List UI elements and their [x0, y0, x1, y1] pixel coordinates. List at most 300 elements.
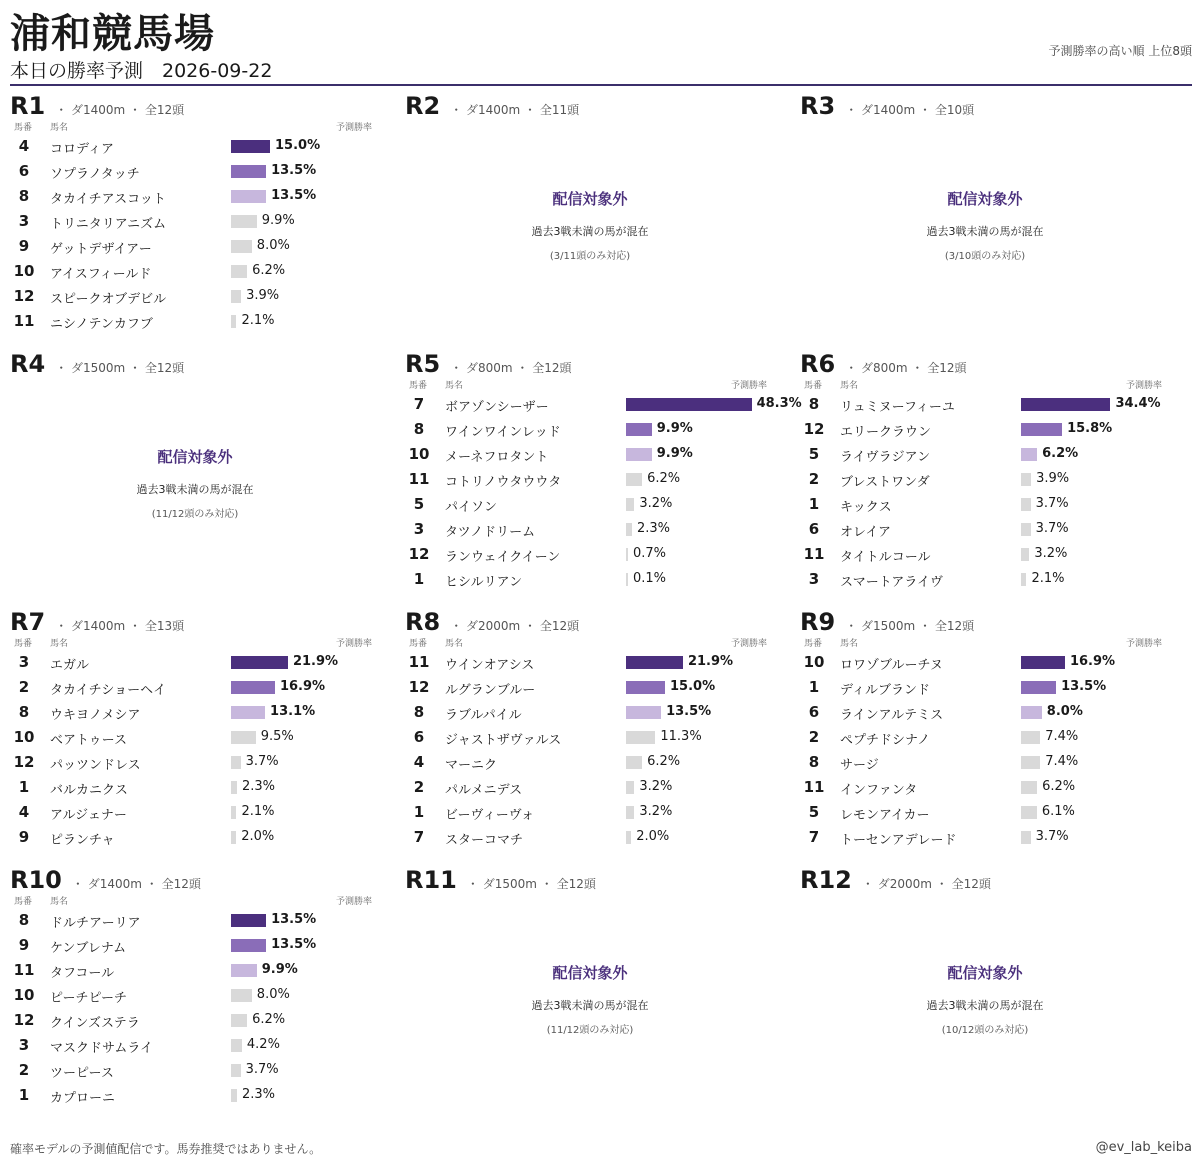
win-rate-bar	[1021, 681, 1056, 694]
horse-number: 11	[408, 470, 430, 488]
horse-number: 3	[18, 1036, 30, 1054]
col-header-name: 馬名	[840, 639, 859, 649]
account-handle: @ev_lab_keiba	[1095, 1140, 1192, 1155]
horse-row	[800, 567, 1180, 592]
race-meta: ・ ダ2000m ・ 全12頭	[450, 619, 580, 633]
col-header-rate: 予測勝率	[1126, 639, 1163, 649]
win-rate-bar	[1021, 806, 1037, 819]
horse-row	[10, 675, 390, 700]
race-panel-r12	[800, 866, 1180, 1116]
win-rate-bar	[231, 681, 275, 694]
win-rate-label: 3.2%	[1034, 546, 1068, 561]
horse-name: ロワゾブルーチヌ	[840, 658, 943, 673]
horse-row	[405, 650, 785, 675]
win-rate-label: 9.9%	[656, 421, 693, 436]
col-header-num: 馬番	[804, 639, 823, 649]
horse-number: 5	[808, 803, 820, 821]
race-meta: ・ ダ1500m ・ 全12頭	[466, 877, 596, 891]
coverage-note: (11/12頭のみ対応)	[151, 509, 239, 520]
win-rate-bar	[231, 215, 257, 228]
horse-number: 6	[808, 520, 820, 538]
horse-name: アイスフィールド	[50, 267, 152, 282]
win-rate-label: 3.2%	[639, 496, 673, 511]
win-rate-bar	[231, 939, 266, 952]
win-rate-label: 8.0%	[256, 987, 290, 1002]
col-header-name: 馬名	[50, 639, 69, 649]
horse-name: ドルチアーリア	[50, 916, 141, 931]
horse-row	[10, 983, 390, 1008]
horse-number: 8	[808, 753, 820, 771]
race-header	[10, 92, 184, 122]
win-rate-bar	[231, 290, 241, 303]
horse-name: オレイア	[840, 525, 891, 540]
win-rate-label: 11.3%	[660, 729, 702, 744]
horse-name: ラブルパイル	[445, 708, 522, 723]
race-panel-r6	[800, 350, 1180, 600]
horse-name: スマートアライヴ	[840, 575, 943, 590]
horse-row	[405, 567, 785, 592]
horse-number: 8	[18, 703, 30, 721]
race-number: R10	[10, 866, 62, 894]
horse-row	[800, 417, 1180, 442]
horse-row	[405, 825, 785, 850]
horse-row	[800, 650, 1180, 675]
win-rate-label: 9.5%	[260, 729, 294, 744]
win-rate-bar	[1021, 523, 1031, 536]
race-panel-r11	[405, 866, 785, 1116]
horse-row	[800, 442, 1180, 467]
win-rate-label: 2.3%	[636, 521, 670, 536]
horse-name: トリニタリアニズム	[50, 217, 167, 232]
horse-name: タカイチアスコット	[50, 192, 166, 207]
horse-number: 9	[18, 936, 30, 954]
horse-row	[10, 1058, 390, 1083]
excluded-reason: 過去3戦未満の馬が混在	[531, 999, 649, 1012]
win-rate-label: 6.2%	[1042, 446, 1079, 461]
horse-number: 7	[808, 828, 820, 846]
horse-number: 11	[13, 961, 35, 979]
horse-name: ルグランブルー	[445, 683, 536, 698]
race-number: R1	[10, 92, 46, 120]
horse-row	[800, 800, 1180, 825]
horse-row	[800, 750, 1180, 775]
race-panel-r3	[800, 92, 1180, 342]
win-rate-label: 6.2%	[252, 263, 286, 278]
venue-title: 浦和競馬場	[10, 11, 215, 57]
horse-row	[10, 259, 390, 284]
win-rate-bar	[1021, 706, 1042, 719]
col-header-rate: 予測勝率	[731, 639, 768, 649]
race-panel-r10	[10, 866, 390, 1116]
horse-row	[10, 1033, 390, 1058]
race-header	[405, 92, 579, 122]
win-rate-label: 13.5%	[271, 937, 317, 952]
horse-name: ケンブレナム	[50, 941, 127, 956]
horse-name: スピークオブデビル	[50, 292, 167, 307]
horse-row	[405, 417, 785, 442]
horse-name: ヒシルリアン	[445, 575, 523, 590]
win-rate-label: 48.3%	[756, 396, 802, 411]
horse-name: パイソン	[445, 500, 498, 515]
race-header	[800, 866, 991, 896]
horse-row	[405, 542, 785, 567]
win-rate-bar	[1021, 573, 1026, 586]
win-rate-label: 3.7%	[245, 754, 279, 769]
win-rate-label: 3.7%	[1035, 496, 1069, 511]
horse-number: 8	[18, 187, 30, 205]
horse-name: パルメニデス	[445, 783, 523, 798]
win-rate-label: 8.0%	[256, 238, 290, 253]
win-rate-label: 13.5%	[271, 163, 317, 178]
win-rate-label: 13.1%	[270, 704, 316, 719]
horse-name: ピランチャ	[50, 833, 115, 848]
race-panel-r7	[10, 608, 390, 858]
win-rate-bar	[626, 573, 628, 586]
horse-row	[405, 725, 785, 750]
horse-name: カプローニ	[50, 1091, 116, 1106]
horse-row	[405, 467, 785, 492]
horse-number: 2	[808, 728, 820, 746]
sort-note: 予測勝率の高い順 上位8頭	[1048, 44, 1192, 58]
race-header	[405, 866, 596, 896]
horse-row	[800, 467, 1180, 492]
win-rate-bar	[626, 498, 634, 511]
win-rate-label: 21.9%	[292, 654, 339, 669]
horse-number: 6	[413, 728, 425, 746]
horse-row	[10, 825, 390, 850]
race-number: R8	[405, 608, 441, 636]
race-number: R4	[10, 350, 46, 378]
horse-row	[10, 775, 390, 800]
win-rate-bar	[1021, 448, 1037, 461]
race-number: R2	[405, 92, 441, 120]
race-meta: ・ ダ800m ・ 全12頭	[450, 361, 572, 375]
horse-row	[405, 775, 785, 800]
horse-number: 11	[803, 778, 825, 796]
horse-number: 4	[18, 803, 30, 821]
win-rate-bar	[231, 240, 252, 253]
excluded-title: 配信対象外	[947, 190, 1023, 208]
win-rate-bar	[231, 731, 256, 744]
win-rate-bar	[231, 831, 236, 844]
win-rate-label: 21.9%	[687, 654, 734, 669]
horse-name: バルカニクス	[50, 783, 128, 798]
horse-number: 1	[18, 778, 30, 796]
race-header	[800, 608, 974, 638]
horse-row	[800, 825, 1180, 850]
col-header-num: 馬番	[804, 381, 823, 391]
win-rate-bar	[1021, 656, 1065, 669]
horse-name: ボアゾンシーザー	[445, 400, 549, 415]
win-rate-bar	[1021, 781, 1037, 794]
coverage-note: (10/12頭のみ対応)	[941, 1025, 1029, 1036]
horse-number: 10	[13, 728, 35, 746]
win-rate-label: 8.0%	[1046, 704, 1083, 719]
race-meta: ・ ダ2000m ・ 全12頭	[861, 877, 991, 891]
horse-number: 2	[18, 678, 30, 696]
horse-number: 7	[413, 828, 425, 846]
horse-row	[10, 234, 390, 259]
col-header-num: 馬番	[409, 639, 428, 649]
race-panel-r4	[10, 350, 390, 600]
horse-name: ライヴラジアン	[840, 450, 931, 465]
horse-row	[10, 958, 390, 983]
win-rate-bar	[231, 656, 288, 669]
race-number: R9	[800, 608, 836, 636]
win-rate-label: 2.1%	[1031, 571, 1065, 586]
win-rate-bar	[231, 1064, 241, 1077]
horse-number: 2	[808, 470, 820, 488]
excluded-reason: 過去3戦未満の馬が混在	[531, 225, 649, 238]
win-rate-label: 2.0%	[241, 829, 275, 844]
win-rate-label: 3.7%	[1035, 829, 1069, 844]
horse-name: マーニク	[445, 758, 498, 773]
win-rate-bar	[626, 448, 652, 461]
win-rate-bar	[626, 548, 628, 561]
win-rate-bar	[231, 1089, 237, 1102]
horse-row	[10, 700, 390, 725]
horse-name: キックス	[840, 500, 892, 515]
page-header	[10, 0, 1192, 86]
race-panel-r9	[800, 608, 1180, 858]
win-rate-bar	[626, 656, 683, 669]
win-rate-label: 15.0%	[670, 679, 716, 694]
win-rate-label: 3.2%	[639, 804, 673, 819]
win-rate-label: 16.9%	[279, 679, 326, 694]
win-rate-bar	[231, 140, 270, 153]
win-rate-label: 6.2%	[252, 1012, 286, 1027]
horse-row	[10, 134, 390, 159]
race-header	[405, 350, 572, 380]
horse-name: マスクドサムライ	[50, 1041, 153, 1056]
disclaimer: 確率モデルの予測値配信です。馬券推奨ではありません。	[10, 1142, 322, 1156]
horse-row	[10, 650, 390, 675]
excluded-reason: 過去3戦未満の馬が混在	[136, 483, 254, 496]
horse-number: 3	[808, 570, 820, 588]
excluded-title: 配信対象外	[552, 964, 628, 982]
horse-row	[10, 209, 390, 234]
horse-number: 5	[413, 495, 425, 513]
race-header	[10, 866, 201, 896]
horse-row	[800, 517, 1180, 542]
race-meta: ・ ダ1400m ・ 全10頭	[845, 103, 975, 117]
col-header-num: 馬番	[14, 639, 33, 649]
col-header-num: 馬番	[14, 897, 33, 907]
race-panel-r5	[405, 350, 802, 600]
horse-name: レモンアイカー	[840, 808, 930, 823]
horse-number: 4	[413, 753, 425, 771]
horse-number: 12	[408, 545, 430, 563]
win-rate-bar	[626, 781, 634, 794]
horse-name: タカイチショーヘイ	[50, 683, 167, 698]
win-rate-bar	[626, 706, 661, 719]
horse-name: ラインアルテミス	[840, 708, 944, 723]
horse-number: 12	[13, 1011, 35, 1029]
race-header	[10, 350, 184, 380]
horse-row	[405, 675, 785, 700]
horse-row	[10, 725, 390, 750]
horse-number: 1	[808, 678, 820, 696]
excluded-title: 配信対象外	[552, 190, 628, 208]
horse-row	[10, 284, 390, 309]
race-number: R6	[800, 350, 836, 378]
horse-name: トーセンアデレード	[840, 833, 957, 848]
race-number: R3	[800, 92, 836, 120]
horse-row	[800, 775, 1180, 800]
win-rate-bar	[626, 806, 634, 819]
win-rate-label: 6.2%	[1042, 779, 1076, 794]
horse-number: 10	[408, 445, 430, 463]
col-header-num: 馬番	[14, 123, 33, 133]
horse-number: 10	[803, 653, 825, 671]
horse-name: ジャストザヴァルス	[445, 733, 562, 748]
horse-row	[405, 392, 802, 417]
horse-name: ビーヴィーヴォ	[445, 808, 535, 823]
horse-name: ペプチドシナノ	[840, 733, 931, 748]
horse-row	[800, 492, 1180, 517]
win-rate-label: 7.4%	[1045, 754, 1079, 769]
horse-number: 6	[808, 703, 820, 721]
win-rate-label: 0.1%	[633, 571, 667, 586]
horse-number: 8	[18, 911, 30, 929]
horse-name: コトリノウタウウタ	[445, 475, 562, 490]
race-panel-r8	[405, 608, 785, 858]
horse-number: 4	[18, 137, 30, 155]
race-header	[405, 608, 579, 638]
horse-name: ゲットデザイアー	[50, 242, 152, 257]
win-rate-label: 6.2%	[647, 754, 681, 769]
win-rate-label: 2.3%	[241, 779, 275, 794]
horse-number: 9	[18, 828, 30, 846]
horse-number: 11	[13, 312, 35, 330]
horse-row	[10, 159, 390, 184]
horse-number: 12	[803, 420, 825, 438]
coverage-note: (11/12頭のみ対応)	[546, 1025, 634, 1036]
horse-name: エガル	[50, 658, 90, 673]
col-header-num: 馬番	[409, 381, 428, 391]
horse-name: ソプラノタッチ	[50, 167, 140, 182]
win-rate-label: 2.3%	[241, 1087, 275, 1102]
excluded-title: 配信対象外	[947, 964, 1023, 982]
horse-name: ウインオアシス	[445, 658, 535, 673]
horse-row	[405, 800, 785, 825]
horse-row	[800, 392, 1180, 417]
col-header-name: 馬名	[50, 897, 69, 907]
coverage-note: (3/10頭のみ対応)	[944, 251, 1026, 262]
horse-number: 10	[13, 986, 35, 1004]
horse-name: インファンタ	[840, 783, 918, 798]
race-header	[800, 92, 974, 122]
win-rate-bar	[231, 165, 266, 178]
horse-number: 1	[18, 1086, 30, 1104]
win-rate-bar	[1021, 548, 1029, 561]
win-rate-label: 3.7%	[1035, 521, 1069, 536]
win-rate-label: 4.2%	[246, 1037, 280, 1052]
col-header-rate: 予測勝率	[336, 897, 373, 907]
win-rate-label: 9.9%	[656, 446, 693, 461]
col-header-rate: 予測勝率	[1126, 381, 1163, 391]
horse-name: クインズステラ	[50, 1016, 140, 1031]
col-header-rate: 予測勝率	[731, 381, 768, 391]
win-rate-bar	[231, 1039, 242, 1052]
horse-number: 10	[13, 262, 35, 280]
win-rate-bar	[1021, 731, 1040, 744]
win-rate-bar	[626, 681, 665, 694]
win-rate-label: 0.7%	[633, 546, 667, 561]
win-rate-bar	[231, 964, 257, 977]
horse-name: ディルブランド	[840, 683, 930, 698]
win-rate-bar	[626, 473, 642, 486]
col-header-name: 馬名	[445, 639, 464, 649]
horse-row	[405, 750, 785, 775]
horse-row	[10, 1083, 390, 1108]
race-meta: ・ ダ1500m ・ 全12頭	[55, 361, 185, 375]
col-header-name: 馬名	[50, 123, 69, 133]
win-rate-bar	[626, 523, 632, 536]
win-rate-bar	[231, 315, 236, 328]
horse-row	[800, 675, 1180, 700]
horse-row	[800, 725, 1180, 750]
horse-row	[405, 700, 785, 725]
race-meta: ・ ダ1400m ・ 全11頭	[450, 103, 580, 117]
horse-number: 2	[18, 1061, 30, 1079]
win-rate-bar	[1021, 473, 1031, 486]
win-rate-label: 13.5%	[666, 704, 712, 719]
horse-number: 12	[13, 287, 35, 305]
horse-name: アルジェナー	[50, 808, 127, 823]
race-number: R7	[10, 608, 46, 636]
race-number: R11	[405, 866, 457, 894]
horse-name: エリークラウン	[840, 425, 932, 440]
horse-row	[405, 492, 785, 517]
horse-number: 1	[413, 570, 425, 588]
horse-row	[10, 184, 390, 209]
win-rate-label: 13.5%	[271, 188, 317, 203]
race-number: R5	[405, 350, 441, 378]
horse-name: ピーチピーチ	[50, 991, 127, 1006]
win-rate-bar	[231, 989, 252, 1002]
horse-number: 8	[413, 420, 425, 438]
horse-name: タツノドリーム	[445, 525, 536, 540]
win-rate-label: 7.4%	[1045, 729, 1079, 744]
win-rate-label: 16.9%	[1069, 654, 1116, 669]
horse-number: 5	[808, 445, 820, 463]
win-rate-label: 3.2%	[639, 779, 673, 794]
horse-name: ニシノテンカフブ	[50, 317, 153, 332]
coverage-note: (3/11頭のみ対応)	[549, 251, 631, 262]
win-rate-bar	[626, 731, 655, 744]
horse-number: 11	[803, 545, 825, 563]
win-rate-label: 15.8%	[1067, 421, 1113, 436]
win-rate-label: 2.1%	[241, 804, 275, 819]
horse-name: サージ	[840, 758, 879, 773]
horse-number: 9	[18, 237, 30, 255]
win-rate-bar	[626, 398, 752, 411]
col-header-rate: 予測勝率	[336, 123, 373, 133]
horse-number: 3	[413, 520, 425, 538]
col-header-name: 馬名	[840, 381, 859, 391]
excluded-reason: 過去3戦未満の馬が混在	[926, 999, 1044, 1012]
horse-row	[10, 800, 390, 825]
win-rate-label: 3.7%	[245, 1062, 279, 1077]
win-rate-bar	[231, 756, 241, 769]
win-rate-bar	[1021, 756, 1040, 769]
win-rate-bar	[231, 781, 237, 794]
race-meta: ・ ダ1400m ・ 全13頭	[55, 619, 185, 633]
excluded-reason: 過去3戦未満の馬が混在	[926, 225, 1044, 238]
race-meta: ・ ダ1400m ・ 全12頭	[71, 877, 201, 891]
win-rate-label: 6.1%	[1041, 804, 1075, 819]
